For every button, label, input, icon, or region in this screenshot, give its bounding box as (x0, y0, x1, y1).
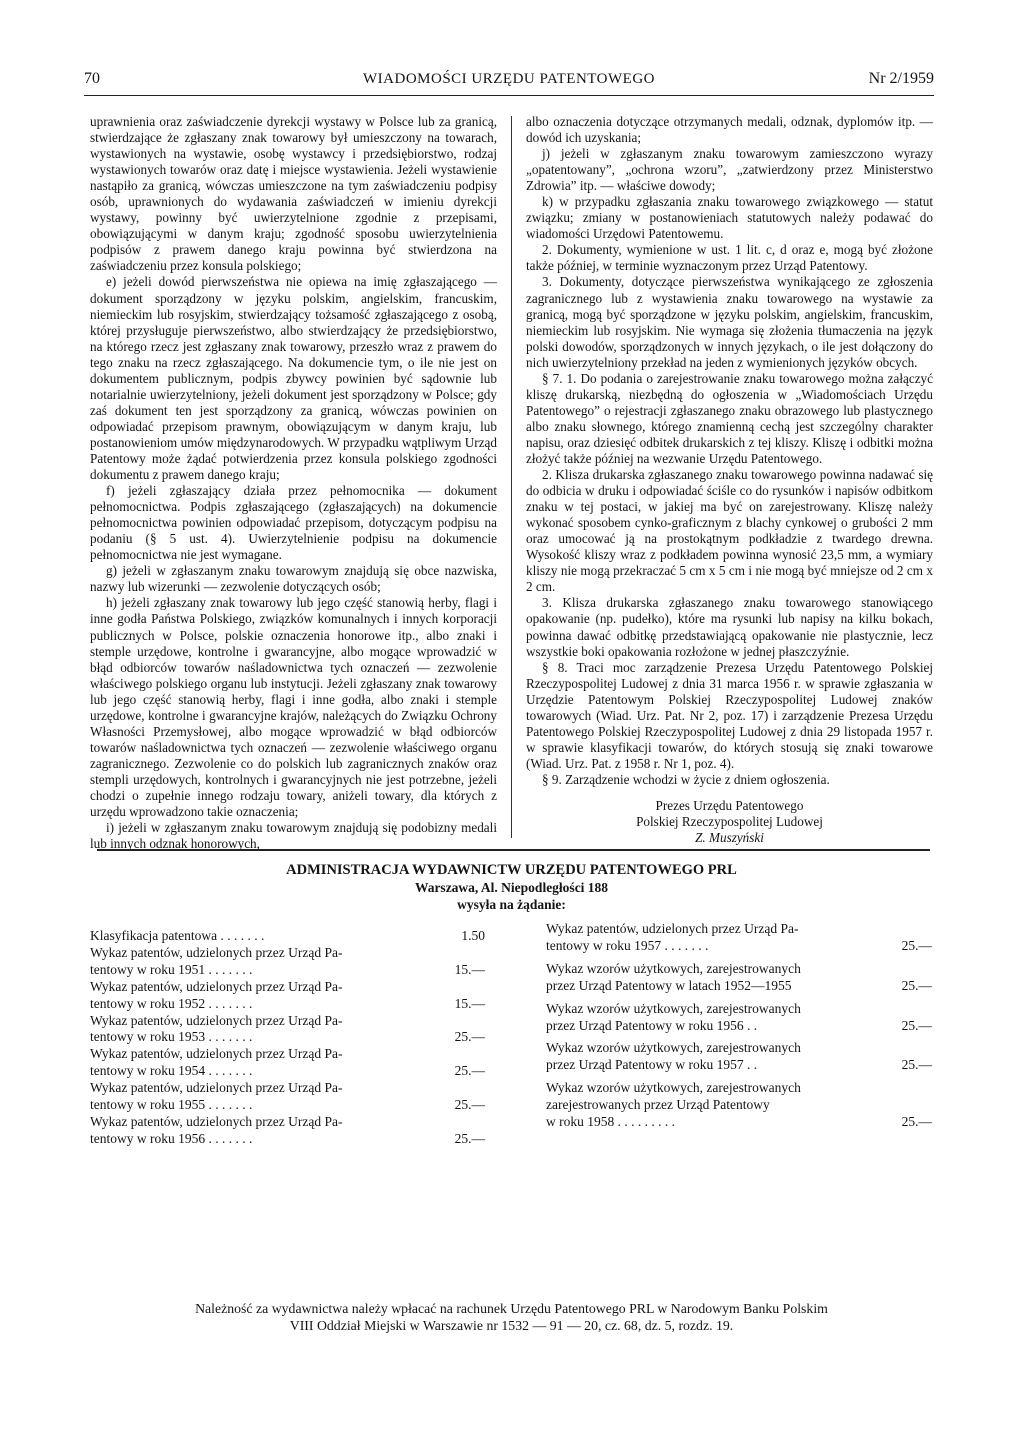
paragraph: f) jeżeli zgłaszający działa przez pełnomocnika — dokument pełnomocnictwa. Podpis zgłaszającego (zgłaszających) na dokumencie pełnomocnictwa powinien odpowiadać przepisom, dotyczącym podpisu na podaniu (§ 5 ust. 4). Uwierzytelnienie podpisu na dokumencie pełnomocnictwa nie jest wymagane. (90, 483, 497, 563)
paragraph: 2. Klisza drukarska zgłaszanego znaku towarowego powinna nadawać się do odbicia w druku i odpowiadać ściśle co do rysunków i napisów odbitkom znaku w tej postaci, w jakiej ma być on zarejestrowany. Kliszę należy wykonać sposobem cynko-graficznym z blachy cynkowej o grubości 2 mm oraz umocować ją na prostokątnym podkładzie z twardego drewna. Wysokość kliszy wraz z podkładem powinna wynosić 23,5 mm, a wymiary kliszy nie mogą przekraczać 5 cm x 5 cm i nie mogą być mniejsze od 2 cm x 2 cm. (526, 467, 933, 595)
price-item-title: Wykaz wzorów użytkowych, zarejestrowanych (546, 1080, 801, 1096)
price-item-title: zarejestrowanych przez Urząd Patentowy (546, 1097, 770, 1113)
paragraph: i) jeżeli w zgłaszanym znaku towarowym znajdują się podobizny medali lub innych odznak honorowych, (90, 820, 497, 852)
right-column (526, 114, 933, 846)
price-item (546, 1080, 932, 1131)
paragraph: h) jeżeli zgłaszany znak towarowy lub jego część stanowią herby, flagi i inne godła Państwa Polskiego, związków komunalnych i innych korporacji publicznych w Polsce, polskie oznaczenia honorowe itp., albo znaki i stemple urzędowe, kontrolne i gwarancyjne, albo mogące wprowadzić w błąd odbiorców towarów naśladownictwa tych oznaczeń — zezwolenie właściwego polskiego organu lub instytucji. Jeżeli zgłaszany znak towarowy lub jego część stanowią herby, flagi i inne godła, albo znaki i stemple urzędowe, kontrolne i gwarancyjne krajów, należących do Związku Ochrony Własności Przemysłowej, albo mogące wprowadzić w błąd odbiorców towarów naśladownictwa tych oznaczeń — zezwolenie właściwego organu zagranicznego. Zezwolenie co do polskich lub zagranicznych znaków oraz stempli urzędowych, kontrolnych i gwarancyjnych nie jest potrzebne, jeżeli chodzi o zupełnie innego rodzaju towary, aniżeli towary, dla których z urzędu wprowadzono takie oznaczenia; (90, 595, 497, 820)
price-value: 25.— (454, 1029, 485, 1045)
price-value: 25.— (454, 1130, 485, 1146)
price-value: 1.50 (461, 928, 485, 943)
price-item (90, 979, 485, 1013)
price-value: 15.— (454, 995, 485, 1011)
price-item-title: Klasyfikacja patentowa . . . . . . . (90, 928, 265, 943)
price-item-title: Wykaz wzorów użytkowych, zarejestrowanych (546, 1000, 801, 1016)
page-header (84, 70, 934, 94)
price-item (90, 1114, 485, 1148)
price-item-title: Wykaz patentów, udzielonych przez Urząd Pa- (546, 921, 799, 936)
column-divider (511, 116, 512, 838)
price-value: 25.— (901, 937, 932, 953)
price-item-title: Wykaz patentów, udzielonych przez Urząd Pa- (90, 944, 343, 960)
price-value: 25.— (901, 1017, 932, 1033)
header-rule (84, 95, 934, 96)
signatory-name: Z. Muszyński (695, 829, 764, 845)
price-item-title: tentowy w roku 1957 . . . . . . . (546, 937, 709, 953)
price-item-title: przez Urząd Patentowy w roku 1957 . . (546, 1057, 758, 1073)
paragraph: § 9. Zarządzenie wchodzi w życie z dniem ogłoszenia. (542, 771, 830, 787)
price-item-title: tentowy w roku 1952 . . . . . . . (90, 995, 253, 1011)
left-column (90, 114, 497, 852)
signature-line: Prezes Urzędu Patentowego (655, 797, 804, 813)
price-item (90, 945, 485, 979)
paragraph: 3. Klisza drukarska zgłaszanego znaku towarowego stanowiącego opakowanie (np. pudełko), które ma rysunki lub napisy na kilku bokach, powinna dawać odbitkę przedstawiającą opakowanie nie plastycznie, lecz wszystkie boki opakowania rozłożone w jednej płaszczyźnie. (526, 595, 933, 659)
price-list-right (546, 921, 932, 1137)
paragraph: g) jeżeli w zgłaszanym znaku towarowym znajdują się obce nazwiska, nazwy lub wizerunki — zezwolenie dotyczących osób; (90, 563, 497, 595)
signature-line: Polskiej Rzeczypospolitej Ludowej (636, 813, 823, 829)
price-item-title: przez Urząd Patentowy w latach 1952—1955 (546, 977, 792, 993)
price-item-title: tentowy w roku 1956 . . . . . . . (90, 1130, 253, 1146)
price-item-title: tentowy w roku 1955 . . . . . . . (90, 1097, 253, 1113)
admin-subtitle: wysyła na żądanie: (457, 897, 566, 912)
price-item (546, 1001, 932, 1035)
price-item-title: Wykaz patentów, udzielonych przez Urząd Pa- (90, 1113, 343, 1129)
price-item-title: tentowy w roku 1954 . . . . . . . (90, 1063, 253, 1079)
price-value: 25.— (901, 977, 932, 993)
paragraph: § 8. Traci moc zarządzenie Prezesa Urzędu Patentowego Polskiej Rzeczypospolitej Ludowej z dnia 31 marca 1956 r. w sprawie zgłaszania w Urzędzie Patentowym Polskiej Rzeczypospolitej Ludowej znaków towarowych (Wiad. Urz. Pat. Nr 2, poz. 17) i zarządzenie Prezesa Urzędu Patentowego Polskiej Rzeczypospolitej Ludowej z dnia 29 listopada 1957 r. w sprawie klasyfikacji towarów, do których stosują się znaki towarowe (Wiad. Urz. Pat. z 1958 r. Nr 1, poz. 4). (526, 659, 933, 771)
journal-title: WIADOMOŚCI URZĘDU PATENTOWEGO (363, 71, 655, 87)
price-item (90, 1013, 485, 1047)
price-value: 25.— (901, 1114, 932, 1130)
price-list-left (90, 928, 485, 1148)
paragraph: § 7. 1. Do podania o zarejestrowanie znaku towarowego można załączyć kliszę drukarską, niezbędną do ogłoszenia w „Wiadomościach Urzędu Patentowego” o rejestracji zgłaszanego znaku obrazowego lub plastycznego albo znaku słownego, którego znamienną cechą jest szczególny charakter napisu, oraz dziesięć odbitek drukarskich z tej kliszy. Kliszę i odbitki można złożyć także później na wezwanie Urzędu Patentowego. (526, 370, 933, 466)
paragraph: e) jeżeli dowód pierwszeństwa nie opiewa na imię zgłaszającego — dokument sporządzony w języku polskim, angielskim, francuskim, niemieckim lub rosyjskim, stwierdzający tożsamość zgłaszającego z osobą, której przysługuje pierwszeństwo, albo stwierdzający że przedsiębiorstwo, na którego rzecz jest zgłaszany znak towarowy, przeszło wraz z prawem do tego znaku na rzecz zgłaszającego. Na dokumencie tym, o ile nie jest on dokumentem publicznym, podpis zbywcy powinien być sądownie lub notarialnie uwierzytelniony, jeżeli dokument jest sporządzony w Polsce; gdy zaś dokument ten jest sporządzony za granicą, wówczas powinien on odpowiadać przepisom prawnym, obowiązującym w danym kraju, lub postanowieniom umów międzynarodowych. W przypadku wątpliwym Urząd Patentowy może żądać potwierdzenia przez konsula polskiego zgodności dokumentu z prawem danego kraju; (90, 274, 497, 483)
admin-address: Warszawa, Al. Niepodległości 188 (414, 880, 609, 895)
paragraph: uprawnienia oraz zaświadczenie dyrekcji wystawy w Polsce lub za granicą, stwierdzające że zgłaszany znak towarowy był umieszczony na towarach, wystawionych na wystawie, osobę wystawcy i przedsiębiorstwo, rodzaj wystawionych towarów oraz datę i miejsce wystawienia. Jeżeli wystawienie nastąpiło za granicą, wówczas umieszczone na tym zaświadczeniu podpisy osób, uprawnionych do wydawania zaświadczeń w imieniu dyrekcji wystawy, powinny być uwierzytelnione zgodnie z przepisami, obowiązującymi w danym kraju; zgodność sposobu uwierzytelnienia podpisów z prawem danego kraju powinna być stwierdzona na zaświadczeniu przez konsula polskiego; (90, 114, 497, 274)
price-item-title: tentowy w roku 1951 . . . . . . . (90, 961, 253, 977)
price-item-title: Wykaz patentów, udzielonych przez Urząd Pa- (90, 1080, 343, 1096)
issue-number: Nr 2/1959 (868, 70, 934, 87)
paragraph: 3. Dokumenty, dotyczące pierwszeństwa wynikającego ze zgłoszenia zagranicznego lub z wystawienia znaku towarowego na wystawie za granicą, mogą być sporządzone w języku polskim, angielskim, francuskim, niemieckim lub rosyjskim. Nie wymaga się złożenia tłumaczenia na język polski dowodów, sporządzonych w innych językach, o ile jest dołączony do nich uwierzytelniony przekład na jeden z wymienionych języków obcych. (526, 274, 933, 370)
admin-heading (90, 862, 933, 913)
signature-block (526, 798, 933, 846)
price-item-title: tentowy w roku 1953 . . . . . . . (90, 1029, 253, 1045)
price-item-title: Wykaz wzorów użytkowych, zarejestrowanych (546, 960, 801, 976)
paragraph: 2. Dokumenty, wymienione w ust. 1 lit. c, d oraz e, mogą być złożone także później, w terminie wyznaczonym przez Urząd Patentowy. (526, 242, 933, 274)
price-item (90, 1046, 485, 1080)
payment-footer (90, 1300, 933, 1334)
price-item (546, 921, 932, 955)
price-item-title: Wykaz patentów, udzielonych przez Urząd Pa- (90, 978, 343, 994)
price-value: 25.— (454, 1097, 485, 1113)
footer-line: Należność za wydawnictwa należy wpłacać na rachunek Urzędu Patentowego PRL w Narodowym Banku Polskim (195, 1301, 828, 1316)
page-number: 70 (84, 70, 100, 87)
price-item (546, 961, 932, 995)
price-item (90, 928, 485, 945)
price-value: 15.— (454, 961, 485, 977)
price-item-title: przez Urząd Patentowy w roku 1956 . . (546, 1017, 758, 1033)
footer-line: VIII Oddział Miejski w Warszawie nr 1532 — 91 — 20, cz. 68, dz. 5, rozdz. 19. (289, 1318, 734, 1333)
price-value: 25.— (901, 1057, 932, 1073)
price-item-title: Wykaz wzorów użytkowych, zarejestrowanych (546, 1040, 801, 1056)
price-item (90, 1080, 485, 1114)
price-item-title: Wykaz patentów, udzielonych przez Urząd Pa- (90, 1012, 343, 1028)
price-value: 25.— (454, 1063, 485, 1079)
price-item-title: w roku 1958 . . . . . . . . . (546, 1114, 675, 1130)
price-item (546, 1040, 932, 1074)
section-rule (97, 849, 930, 851)
paragraph: k) w przypadku zgłaszania znaku towarowego związkowego — statut związku; zmiany w postanowieniach statutowych należy podawać do wiadomości Urzędowi Patentowemu. (526, 194, 933, 242)
paragraph: j) jeżeli w zgłaszanym znaku towarowym zamieszczono wyrazy „opatentowany”, „ochrona wzoru”, „zatwierdzony przez Ministerstwo Zdrowia” itp. — właściwe dowody; (526, 146, 933, 194)
admin-title: ADMINISTRACJA WYDAWNICTW URZĘDU PATENTOWEGO PRL (286, 862, 737, 878)
price-item-title: Wykaz patentów, udzielonych przez Urząd Pa- (90, 1046, 343, 1062)
paragraph: albo oznaczenia dotyczące otrzymanych medali, odznak, dyplomów itp. — dowód ich uzyskania; (526, 114, 933, 146)
